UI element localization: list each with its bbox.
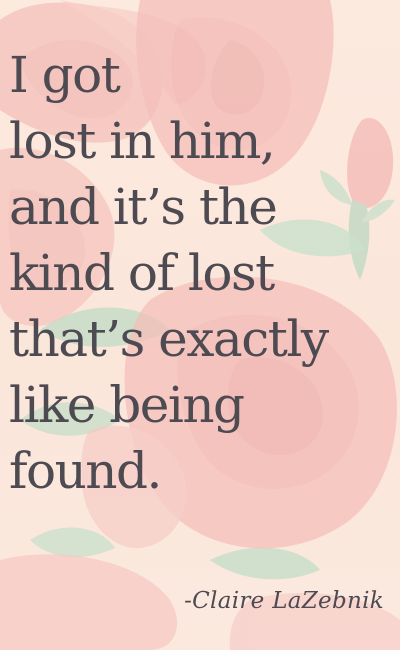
quote-text bbox=[9, 42, 397, 504]
quote-line: found. bbox=[9, 442, 161, 500]
quote-line: like being bbox=[9, 376, 244, 434]
quote-attribution: -Claire LaZebnik bbox=[184, 588, 384, 614]
quote-line: that’s exactly bbox=[9, 310, 328, 368]
quote-line: I got bbox=[9, 46, 120, 104]
quote-line: and it’s the bbox=[9, 178, 277, 236]
quote-line: lost in him, bbox=[9, 112, 275, 170]
quote-line: kind of lost bbox=[9, 244, 274, 302]
